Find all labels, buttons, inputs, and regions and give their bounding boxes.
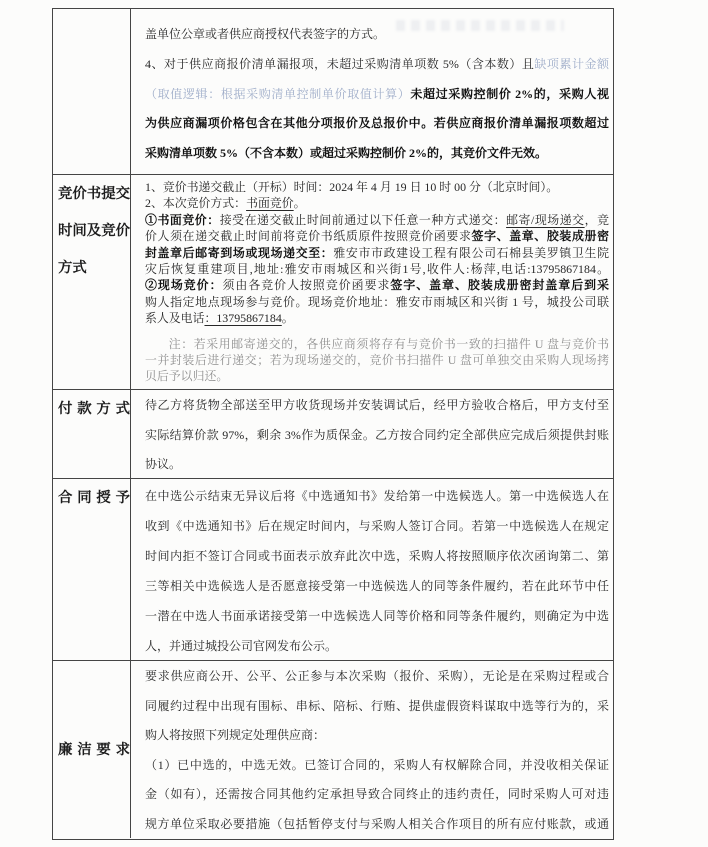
- text-segment: 一并封装后进行递交；若为现场递交的，竞价书扫描件 U 盘可单独交由采购人现场拷: [145, 352, 609, 367]
- text-line: [145, 352, 609, 368]
- text-segment: 缺项累计金额: [534, 56, 609, 71]
- table-row-quote-omission-rules: [53, 9, 613, 174]
- text-line: [145, 511, 609, 541]
- text-segment: 。: [281, 311, 294, 326]
- row-content-cell: [131, 479, 613, 660]
- table-row-payment-method: [53, 389, 613, 478]
- text-line: [145, 109, 609, 139]
- table-row-bid-submission: [53, 174, 613, 389]
- text-segment: 4、对于供应商报价清单漏报项，未超过采购清单项数 5%（含本数）且: [145, 56, 535, 71]
- text-line: [145, 810, 609, 838]
- text-segment: 价人须在递交截止时间前将竞价书纸质原件按照竞价函要求: [145, 229, 472, 244]
- text-segment: 签字、盖章、胶装成册密: [471, 229, 609, 244]
- text-segment: 2、本次竞价方式：: [145, 196, 247, 211]
- row-content-cell: [131, 175, 613, 389]
- text-segment: 三等相关中选候选人是否愿意接受第一中选候选人的同等条件履约，若在此环节中任: [145, 579, 609, 593]
- text-segment: ：13795867184: [204, 311, 282, 326]
- row-label-cell: [53, 9, 131, 174]
- text-segment: 邮寄/现场递交: [506, 212, 585, 227]
- text-segment: 接受在递交截止时间前通过以下任意一种方式递交：: [219, 212, 507, 227]
- text-segment: 1、竞价书递交截止（开标）时间：2024 年 4 月 19 日 10 时 00 分（北京时间）。: [145, 180, 559, 194]
- table-row-contract-award: [53, 478, 613, 660]
- text-line: [145, 179, 609, 195]
- text-segment: 签字、盖章、胶装成册密封盖章后到采: [390, 278, 609, 293]
- text-segment: 。: [293, 196, 306, 211]
- text-segment: 须由各竞价人按照竞价函要求: [222, 278, 391, 293]
- text-segment: ②现场竞价：: [145, 278, 223, 293]
- text-line: [145, 195, 609, 211]
- text-segment: 为供应商漏项价格包含在其他分项报价及总报价中。若供应商报价清单漏报项数超过: [145, 116, 609, 131]
- text-segment: 要求供应商公开、公平、公正参与本次采购（报价、采购），无论是在采购过程或合: [145, 669, 609, 683]
- text-segment: 一潜在中选人书面承诺接受第一中选候选人同等价格和同等条件履约，则确定为中选: [145, 609, 609, 623]
- text-line: [145, 277, 609, 293]
- text-line: [145, 310, 609, 326]
- row-label: 合同授予: [58, 490, 130, 506]
- text-line: [145, 20, 609, 50]
- text-line: [145, 336, 609, 352]
- text-segment: 书面竞价: [246, 196, 294, 211]
- row-label: 竞价书提交时间及竞价方式: [58, 186, 130, 276]
- table-row-integrity-requirements: [53, 660, 613, 838]
- text-segment: 在中选公示结束无异议后将《中选通知书》发给第一中选候选人。第一中选候选人在: [145, 489, 609, 503]
- text-segment: 协议。: [145, 457, 182, 471]
- text-segment: 规方单位采取必要措施（包括暂停支付与采购人相关合作项目的所有应付账款，或通: [145, 816, 609, 831]
- row-label-cell: [53, 479, 131, 660]
- text-line: [145, 294, 609, 310]
- text-line: [145, 481, 609, 511]
- text-line: [145, 721, 609, 751]
- text-segment: 同履约过程中出现有围标、串标、陪标、行贿、提供虚假资料谋取中选等行为的，采: [145, 698, 609, 713]
- row-label: 廉洁要求: [58, 741, 130, 758]
- row-content-cell: [131, 9, 613, 174]
- row-label: 付款方式: [58, 401, 130, 417]
- text-segment: 待乙方将货物全部送至甲方收货现场并安装调试后，经甲方验收合格后，甲方支付至: [145, 398, 609, 412]
- text-line: [145, 139, 609, 169]
- text-segment: 时间内拒不签订合同或书面表示放弃此次中选，采购人将按照顺序依次函询第二、第: [145, 549, 609, 563]
- text-segment: 未超过采购控制价 2%的，采购人视: [410, 86, 609, 101]
- text-line: [145, 391, 609, 421]
- text-line: [145, 245, 609, 261]
- row-content-cell: [131, 390, 613, 478]
- text-line: [145, 601, 609, 631]
- row-label-cell: [53, 175, 131, 389]
- text-segment: 注：若采用邮寄递交的，各供应商须将存有与竞价书一致的扫描件 U 盘与竞价书: [168, 336, 609, 351]
- text-line: [145, 228, 609, 244]
- text-line: [145, 450, 609, 478]
- text-segment: （1）已中选的，中选无效。已签订合同的，采购人有权解除合同，并没收相关保证: [145, 757, 609, 772]
- text-line: [145, 780, 609, 810]
- text-segment: （取值逻辑：根据采购清单控制单价取值计算）: [145, 86, 411, 101]
- text-segment: 灾后恢复重建项目,地址:雅安市雨城区和兴街1号,收件人:杨萍,电话:13795867184。: [145, 261, 609, 276]
- procurement-table: [52, 8, 614, 840]
- text-segment: 实际结算价款 97%，剩余 3%作为质保金。乙方按合同约定全部供应完成后须提供封账: [145, 427, 609, 442]
- text-line: [145, 751, 609, 781]
- text-line: [145, 631, 609, 660]
- text-segment: 购人将按照下列规定处理供应商：: [145, 728, 326, 743]
- text-segment: 雅安市市政建设工程有限公司石棉县美罗镇卫生院: [333, 245, 609, 260]
- text-segment: 采购清单项数 5%（不含本数）或超过采购控制价 2%的，其竞价文件无效。: [145, 146, 548, 161]
- text-line: [145, 662, 609, 692]
- row-label-cell: [53, 390, 131, 478]
- text-line: [145, 571, 609, 601]
- text-segment: 封盖章后邮寄到场或现场递交至：: [145, 245, 334, 260]
- text-line: [145, 541, 609, 571]
- text-line: [145, 421, 609, 451]
- text-line: [145, 368, 609, 384]
- text-line: [145, 212, 609, 228]
- text-segment: 购人指定地点现场参与竞价。现场竞价地址：雅安市雨城区和兴街 1 号，城投公司联: [145, 294, 609, 309]
- text-segment: ①书面竞价：: [145, 212, 220, 227]
- text-segment: 盖单位公章或者供应商授权代表签字的方式。: [145, 27, 386, 41]
- row-label-cell: [53, 661, 131, 838]
- text-segment: 系人及电话: [145, 311, 205, 326]
- text-segment: 收到《中选通知书》后在规定时间内，与采购人签订合同。若第一中选候选人在规定: [145, 519, 609, 533]
- text-line: [145, 80, 609, 110]
- text-segment: 贝后予以归还。: [145, 369, 229, 384]
- text-line: [145, 692, 609, 722]
- text-line: [145, 50, 609, 80]
- row-content-cell: [131, 661, 613, 838]
- text-line: [145, 261, 609, 277]
- text-segment: 人，并通过城投公司官网发布公示。: [145, 639, 338, 653]
- text-segment: ，竞: [584, 212, 609, 227]
- text-segment: 金（如有），还需按合同其他约定承担导致合同终止的违约责任，同时采购人可对违: [145, 787, 609, 802]
